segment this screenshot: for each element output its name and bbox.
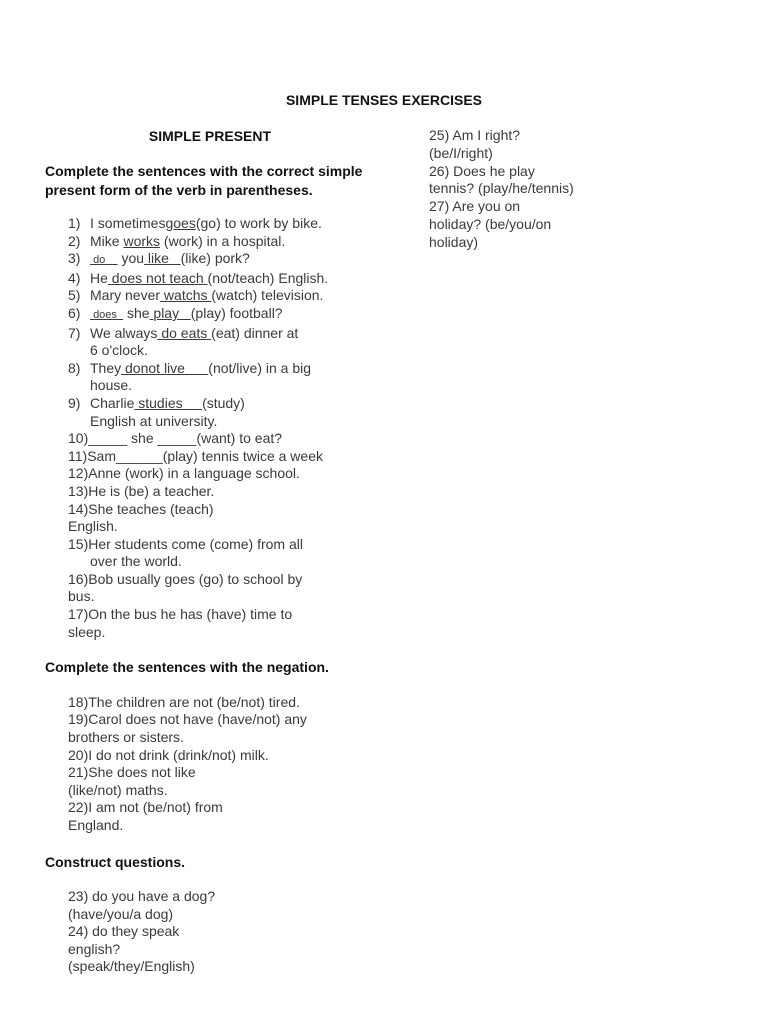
answer: goes — [165, 215, 196, 231]
exercise-item: 20)I do not drink (drink/not) milk. — [68, 746, 269, 763]
question-line: holiday) — [429, 233, 479, 250]
answer: watchs — [163, 287, 208, 304]
exercise-item: 10)_____ she _____(want) to eat? — [68, 430, 283, 447]
exercise-item: 8) They donot live (not/live) in a big house. — [68, 359, 312, 394]
question-line: english? — [68, 940, 121, 957]
exercise-item: 4) He does not teach (not/teach) English. — [68, 269, 329, 286]
right-column — [429, 127, 629, 252]
instruction-negation: Complete the sentences with the negation. — [45, 659, 329, 676]
exercise-item: 9) Charlie studies (study) English at university. — [68, 394, 245, 429]
question-line: 26) Does he play — [429, 162, 535, 179]
answer: does not teach — [111, 269, 204, 286]
question-line: 27) Are you on — [429, 198, 521, 215]
exercise-item: 22)I am not (be/not) from England. — [68, 799, 223, 833]
exercise-list-present — [45, 215, 375, 641]
answer: donot live — [125, 359, 185, 376]
answer: do eats — [161, 324, 208, 341]
question-line: 24) do they speak — [68, 923, 180, 940]
question-line: holiday? (be/you/on — [429, 215, 552, 232]
answer: works — [123, 232, 161, 249]
left-column — [45, 127, 375, 976]
exercise-list-questions — [45, 888, 375, 976]
exercise-item: 19)Carol does not have (have/not) any brothers or sisters. — [68, 711, 307, 745]
question-list-right — [429, 127, 629, 252]
exercise-item: 15)Her students come (come) from all over the world. — [68, 535, 303, 570]
exercise-item: 3) do you like (like) pork? — [68, 250, 250, 267]
question-line: 23) do you have a dog? — [68, 888, 216, 904]
exercise-item: 18)The children are not (be/not) tired. — [68, 693, 300, 710]
exercise-item: 2) Mike works (work) in a hospital. — [68, 232, 286, 249]
answer: studies — [138, 394, 183, 411]
exercise-list-negation — [45, 694, 375, 835]
instruction-simple-present: Complete the sentences with the correct simple present form of the verb in parentheses. — [45, 163, 363, 198]
exercise-item: 13)He is (be) a teacher. — [68, 482, 215, 499]
exercise-item: 16)Bob usually goes (go) to school by bus. — [68, 570, 303, 605]
question-line: tennis? (play/he/tennis) — [429, 180, 574, 197]
exercise-item: 1) I sometimesgoes(go) to work by bike. — [68, 215, 322, 231]
instruction-questions: Construct questions. — [45, 853, 186, 870]
exercise-item: 7) We always do eats (eat) dinner at 6 o'clock. — [68, 324, 299, 359]
answer: does — [93, 308, 117, 321]
question-line: (have/you/a dog) — [68, 905, 174, 922]
answer: play — [153, 304, 180, 321]
exercise-item: 11)Sam______(play) tennis twice a week — [68, 447, 323, 464]
question-line: 25) Am I right? — [429, 127, 521, 143]
exercise-item: 6) does she play (play) football? — [68, 304, 283, 321]
question-line: (be/I/right) — [429, 144, 493, 161]
exercise-item: 5) Mary never watchs (watch) television. — [68, 287, 324, 304]
page-title: SIMPLE TENSES EXERCISES — [285, 92, 483, 108]
answer: like — [147, 250, 169, 267]
exercise-item: 21)She does not like (like/not) maths. — [68, 764, 196, 798]
exercise-item: 12)Anne (work) in a language school. — [68, 465, 300, 482]
exercise-item: 17)On the bus he has (have) time to sleep. — [68, 606, 293, 640]
exercise-item: 14)She teaches (teach) English. — [68, 500, 214, 535]
question-line: (speak/they/English) — [68, 958, 195, 975]
section-heading-simple-present: SIMPLE PRESENT — [148, 128, 272, 144]
answer: do — [93, 254, 106, 267]
